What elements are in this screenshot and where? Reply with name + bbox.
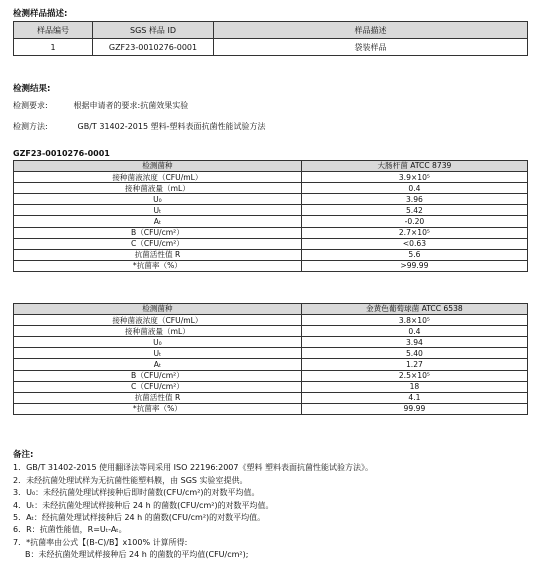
strain-label: 检测菌种 [14,161,302,172]
result-sample-id: GZF23-0010276-0001 [13,149,110,158]
table-row [14,238,528,249]
table-row [14,216,528,227]
strain-value: 金黄色葡萄球菌 ATCC 6538 [301,304,527,315]
parameter-label: Uₜ [14,348,302,359]
parameter-value: 5.6 [301,249,527,260]
parameter-label: Uₜ [14,205,302,216]
parameter-value: 0.4 [301,183,527,194]
parameter-label: 抗菌活性值 R [14,249,302,260]
table-row [14,172,528,183]
parameter-value: 0.4 [301,326,527,337]
table-row [14,39,528,56]
table-row [14,403,528,414]
notes-list [13,462,533,561]
parameter-value: 4.1 [301,392,527,403]
column-header-description: 样品描述 [214,22,528,39]
result-table-header [14,161,528,172]
strain-label: 检测菌种 [14,304,302,315]
table-row [14,359,528,370]
method-line [13,121,265,132]
parameter-value: 2.5×10⁵ [301,370,527,381]
notes-heading: 备注: [13,450,34,460]
table-row [14,183,528,194]
sample-description-heading: 检测样品描述: [13,9,68,19]
parameter-label: U₀ [14,337,302,348]
parameter-value: 3.8×10⁵ [301,315,527,326]
sgs-id-cell: GZF23-0010276-0001 [93,39,214,56]
table-row [14,348,528,359]
parameter-label: Aₜ [14,216,302,227]
strain-value: 大肠杆菌 ATCC 8739 [301,161,527,172]
parameter-label: B（CFU/cm²） [14,227,302,238]
parameter-value: 18 [301,381,527,392]
parameter-label: 接种菌液浓度（CFU/mL） [14,315,302,326]
note-item: 5．Aₜ：经抗菌处理试样接种后 24 h 的菌数(CFU/cm²)的对数平均值。 [13,513,266,523]
table-row [14,315,528,326]
parameter-label: B（CFU/cm²） [14,370,302,381]
note-item: 2．未经抗菌处理试样为无抗菌性能塑料膜，由 SGS 实验室提供。 [13,475,248,485]
requirement-label: 检测要求: [13,101,48,110]
parameter-label: *抗菌率（%） [14,260,302,271]
requirement-line [13,100,188,111]
table-row [14,392,528,403]
parameter-label: C（CFU/cm²） [14,238,302,249]
sample-table [13,21,528,56]
parameter-label: 抗菌活性值 R [14,392,302,403]
parameter-label: Aₜ [14,359,302,370]
table-row [14,249,528,260]
parameter-label: 接种菌液浓度（CFU/mL） [14,172,302,183]
parameter-label: *抗菌率（%） [14,403,302,414]
result-table-header [14,304,528,315]
note-item: 1．GB/T 31402-2015 使用翻译法等同采用 ISO 22196:2007《塑料 塑料表面抗菌性能试验方法》。 [13,463,374,473]
notes-section [13,449,533,562]
parameter-value: -0.20 [301,216,527,227]
table-row [14,370,528,381]
sample-table-header [14,22,528,39]
result-table-staph [13,303,528,415]
parameter-value: 3.94 [301,337,527,348]
parameter-label: C（CFU/cm²） [14,381,302,392]
parameter-value: 2.7×10⁵ [301,227,527,238]
parameter-value: 3.96 [301,194,527,205]
table-row [14,205,528,216]
parameter-value: >99.99 [301,260,527,271]
table-row [14,337,528,348]
note-item: 3．U₀：未经抗菌处理试样接种后即时菌数(CFU/cm²)的对数平均值。 [13,488,260,498]
table-row [14,326,528,337]
parameter-value: <0.63 [301,238,527,249]
test-result-heading: 检测结果: [13,84,51,94]
description-cell: 袋装样品 [214,39,528,56]
table-row [14,260,528,271]
parameter-label: 接种菌液量（mL） [14,326,302,337]
method-label: 检测方法: [13,122,48,131]
method-value: GB/T 31402-2015 塑料-塑料表面抗菌性能试验方法 [77,122,266,131]
note-item: 6．R：抗菌性能值，R=Uₜ-Aₜ。 [13,525,127,535]
note-item: 7．*抗菌率由公式【(B-C)/B】x100% 计算所得: [13,537,188,547]
sample-no-cell: 1 [14,39,93,56]
parameter-value: 5.42 [301,205,527,216]
result-table-ecoli [13,160,528,272]
column-header-sample-no: 样品编号 [14,22,93,39]
parameter-value: 3.9×10⁵ [301,172,527,183]
parameter-value: 1.27 [301,359,527,370]
column-header-sgs-id: SGS 样品 ID [93,22,214,39]
parameter-label: U₀ [14,194,302,205]
parameter-value: 5.40 [301,348,527,359]
requirement-value: 根据申请者的要求:抗菌效果实验 [73,101,189,110]
table-row [14,227,528,238]
parameter-value: 99.99 [301,403,527,414]
note-item: B：未经抗菌处理试样接种后 24 h 的菌数的平均值(CFU/cm²); [25,550,249,560]
table-row [14,381,528,392]
parameter-label: 接种菌液量（mL） [14,183,302,194]
note-item: 4．Uₜ：未经抗菌处理试样接种后 24 h 的菌数(CFU/cm²)的对数平均值。 [13,500,274,510]
table-row [14,194,528,205]
